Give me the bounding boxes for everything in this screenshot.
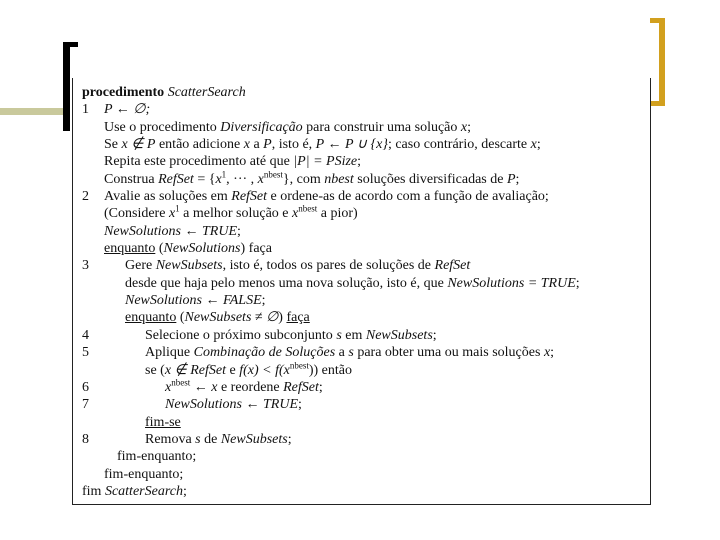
text-segment: P ← ∅; bbox=[104, 102, 151, 118]
text-segment: ; bbox=[287, 431, 292, 447]
text-segment: para obter uma ou mais soluções bbox=[353, 345, 544, 361]
text-segment: NewSubsets bbox=[155, 258, 223, 274]
text-segment: Repita este procedimento até que bbox=[104, 154, 294, 170]
line-text bbox=[104, 466, 183, 483]
text-segment: nbest bbox=[289, 359, 309, 370]
text-segment: x bbox=[460, 119, 468, 135]
text-segment: s bbox=[348, 345, 354, 361]
text-segment: fim bbox=[82, 483, 105, 499]
text-segment: x bbox=[215, 171, 222, 187]
text-segment: a pior) bbox=[317, 206, 358, 222]
text-segment: e bbox=[226, 362, 240, 378]
text-segment: x bbox=[165, 379, 172, 395]
text-segment: NewSubsets bbox=[220, 431, 288, 447]
text-segment: enquanto bbox=[104, 241, 156, 257]
text-segment: = { bbox=[193, 171, 216, 187]
line-text bbox=[104, 101, 150, 118]
line-number: 8 bbox=[82, 431, 89, 447]
text-segment: ← bbox=[190, 379, 212, 395]
line-text bbox=[104, 205, 358, 222]
text-segment: fim-enquanto; bbox=[104, 466, 184, 482]
text-segment: Avalie as soluções em bbox=[104, 189, 232, 205]
text-segment: NewSolutions ← TRUE bbox=[104, 223, 238, 239]
line-text bbox=[104, 188, 549, 205]
text-segment: fim-enquanto; bbox=[117, 449, 197, 465]
text-segment: Construa bbox=[104, 171, 159, 187]
text-segment: RefSet bbox=[158, 171, 194, 187]
text-segment: nbest bbox=[171, 377, 191, 388]
text-segment: P ← P ∪ {x} bbox=[315, 137, 388, 153]
text-segment: Combinação de Soluções bbox=[193, 345, 336, 361]
text-segment: nbest bbox=[298, 203, 318, 214]
text-segment: x bbox=[243, 137, 250, 153]
text-segment: ; bbox=[298, 397, 302, 413]
text-segment: Selecione o próximo subconjunto bbox=[145, 327, 337, 343]
text-segment: nbest bbox=[263, 169, 283, 180]
line-number: 2 bbox=[82, 189, 89, 205]
line-text bbox=[145, 327, 437, 344]
text-segment: , isto é, todos os pares de soluções de bbox=[222, 258, 435, 274]
text-segment: x bbox=[543, 345, 551, 361]
text-segment: , isto é, bbox=[271, 137, 316, 153]
line-number: 1 bbox=[82, 102, 89, 118]
text-segment: P bbox=[263, 137, 272, 153]
text-segment: a bbox=[335, 345, 349, 361]
text-segment: f(x) < f(x bbox=[239, 362, 290, 378]
line-text bbox=[165, 379, 323, 396]
text-segment: e ordene-as de acordo com a função de avaliação; bbox=[267, 189, 549, 205]
text-segment: RefSet bbox=[434, 258, 471, 274]
text-segment: ( bbox=[176, 310, 185, 326]
line-text bbox=[104, 240, 272, 257]
line-number: 5 bbox=[82, 345, 89, 361]
text-segment: ( bbox=[155, 241, 164, 257]
text-segment: Remova bbox=[145, 431, 196, 447]
line-text bbox=[104, 119, 471, 136]
right-bracket-decoration bbox=[659, 18, 665, 106]
left-bracket-arm bbox=[63, 42, 78, 47]
text-segment: x bbox=[168, 206, 176, 222]
right-bracket-top-arm bbox=[650, 18, 665, 23]
text-segment: ; caso contrário, descarte bbox=[387, 137, 531, 153]
text-segment: para construir uma solução bbox=[302, 119, 461, 135]
text-segment: nbest bbox=[324, 171, 354, 187]
text-segment: ; bbox=[237, 223, 241, 239]
text-segment: ) faça bbox=[240, 241, 272, 257]
text-segment: x bbox=[211, 379, 218, 395]
line-text bbox=[117, 448, 196, 465]
text-segment: ScatterSearch bbox=[104, 483, 183, 499]
right-bracket-bottom-arm bbox=[650, 101, 665, 106]
line-text bbox=[165, 396, 302, 413]
left-bracket-decoration bbox=[63, 42, 70, 131]
text-segment: enquanto bbox=[125, 310, 177, 326]
line-text bbox=[104, 171, 519, 188]
text-segment: (Considere bbox=[104, 206, 169, 222]
text-segment: procedimento bbox=[82, 85, 168, 100]
text-segment: s bbox=[195, 431, 201, 447]
text-segment: ; bbox=[261, 293, 266, 309]
text-segment: RefSet bbox=[283, 379, 319, 395]
text-segment: RefSet bbox=[231, 189, 268, 205]
text-segment: NewSubsets ≠ ∅ bbox=[184, 310, 279, 326]
text-segment: )) então bbox=[308, 362, 353, 378]
text-segment: ) bbox=[278, 310, 287, 326]
text-segment: desde que haja pelo menos uma nova solução, isto é, que bbox=[125, 275, 448, 291]
text-segment: P bbox=[506, 171, 516, 187]
text-segment: de bbox=[200, 431, 221, 447]
text-segment: }, com bbox=[282, 171, 325, 187]
line-text bbox=[104, 153, 361, 170]
line-text bbox=[82, 483, 187, 500]
line-number: 6 bbox=[82, 379, 89, 395]
text-segment: x ∉ P bbox=[121, 137, 156, 153]
text-segment: s bbox=[336, 327, 342, 343]
text-segment: ; bbox=[182, 483, 187, 499]
decorative-olive-bar bbox=[0, 108, 63, 115]
text-segment: ; bbox=[536, 137, 541, 153]
text-segment: Gere bbox=[125, 258, 156, 274]
text-segment: Aplique bbox=[145, 345, 194, 361]
text-segment: então adicione bbox=[155, 137, 244, 153]
line-number: 4 bbox=[82, 327, 89, 343]
text-segment: faça bbox=[286, 310, 310, 326]
text-segment: ; bbox=[575, 275, 580, 291]
text-segment: NewSubsets bbox=[365, 327, 433, 343]
line-text bbox=[125, 292, 266, 309]
text-segment: x ∉ RefSet bbox=[164, 362, 226, 378]
text-segment: fim-se bbox=[145, 414, 181, 430]
text-segment: x bbox=[292, 206, 299, 222]
line-text bbox=[125, 257, 470, 274]
text-segment: NewSolutions ← TRUE bbox=[165, 397, 299, 413]
line-text bbox=[104, 223, 241, 240]
text-segment: Diversificação bbox=[220, 119, 303, 135]
text-segment: x bbox=[257, 171, 264, 187]
text-segment: e reordene bbox=[217, 379, 284, 395]
text-segment: 1 bbox=[221, 169, 227, 180]
line-text bbox=[145, 431, 292, 448]
text-segment: , ··· , bbox=[226, 171, 258, 187]
text-segment: |P| = PSize bbox=[293, 154, 358, 170]
line-number: 7 bbox=[82, 397, 89, 413]
text-segment: soluções diversificadas de bbox=[353, 171, 507, 187]
text-segment: NewSolutions = TRUE bbox=[447, 275, 576, 291]
text-segment: x bbox=[530, 137, 537, 153]
text-segment: NewSolutions bbox=[163, 241, 241, 257]
text-segment: a melhor solução e bbox=[179, 206, 293, 222]
line-text bbox=[125, 309, 310, 326]
line-text bbox=[82, 84, 246, 101]
text-segment: Use o procedimento bbox=[104, 119, 221, 135]
text-segment: ; bbox=[550, 345, 555, 361]
text-segment: se ( bbox=[145, 362, 165, 378]
text-segment: 1 bbox=[175, 203, 180, 214]
text-segment: ; bbox=[357, 154, 362, 170]
line-text bbox=[145, 344, 554, 361]
text-segment: em bbox=[341, 327, 366, 343]
line-number: 3 bbox=[82, 258, 89, 274]
text-segment: NewSolutions ← FALSE bbox=[125, 293, 262, 309]
line-text bbox=[125, 275, 580, 292]
text-segment: a bbox=[249, 137, 264, 153]
text-segment: Se bbox=[104, 137, 122, 153]
line-text bbox=[104, 136, 541, 153]
text-segment: ; bbox=[467, 119, 472, 135]
text-segment: ; bbox=[432, 327, 437, 343]
text-segment: ScatterSearch bbox=[167, 85, 246, 100]
text-segment: ; bbox=[515, 171, 520, 187]
line-text bbox=[145, 414, 181, 431]
text-segment: ; bbox=[318, 379, 323, 395]
